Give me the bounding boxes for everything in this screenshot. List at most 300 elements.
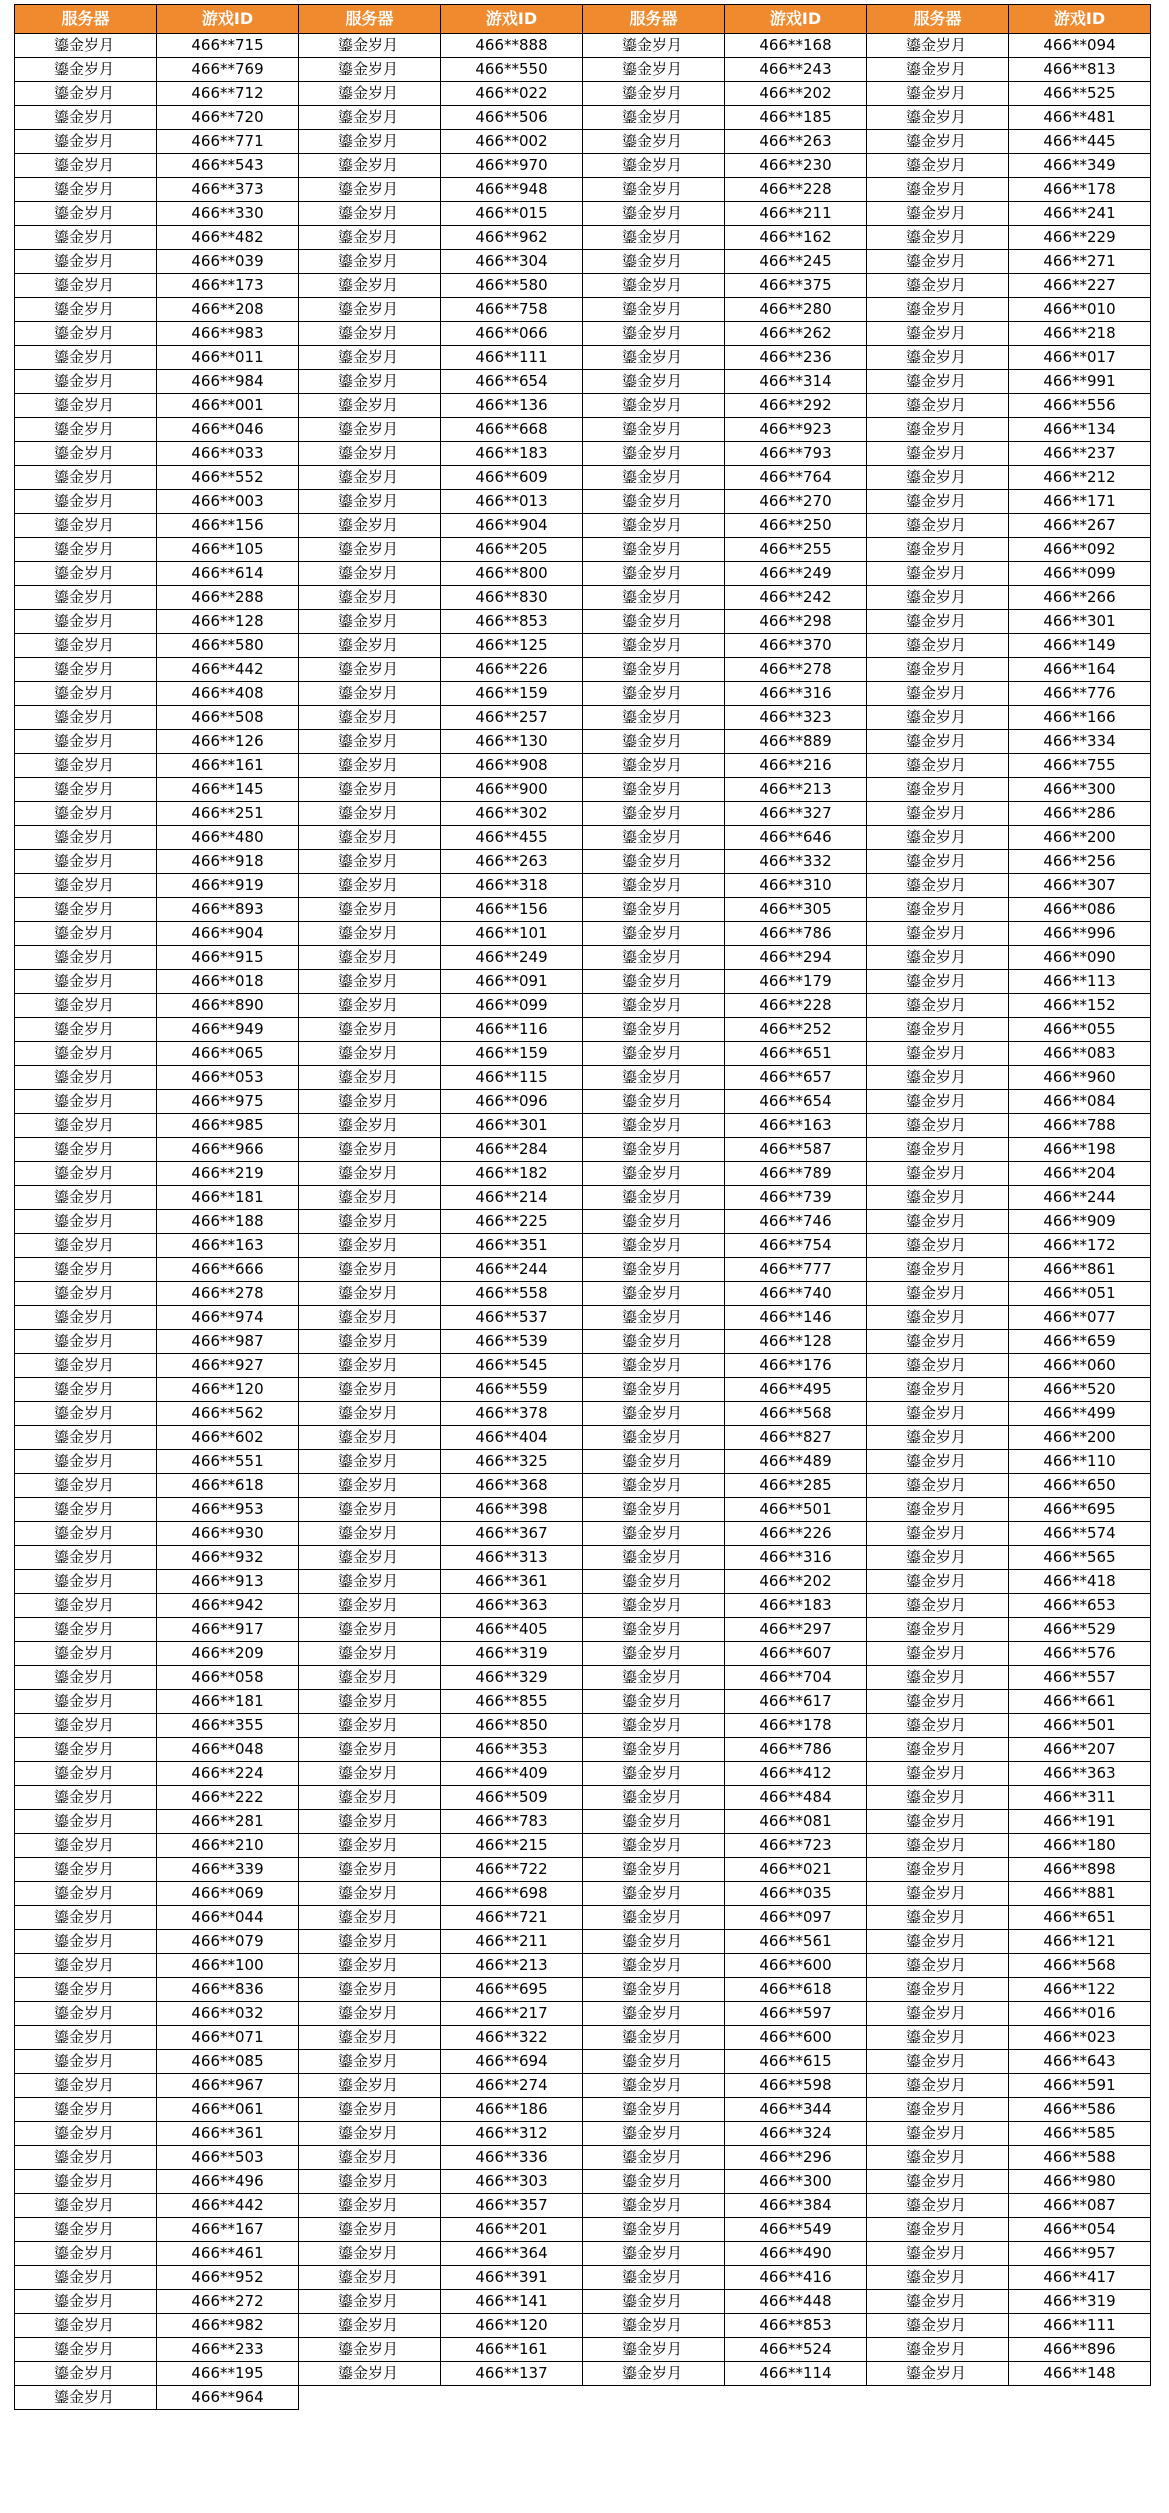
server-cell: 鎏金岁月	[867, 946, 1009, 970]
game-id-cell: 466**211	[725, 202, 867, 226]
server-cell: 鎏金岁月	[299, 922, 441, 946]
server-cell: 鎏金岁月	[583, 1282, 725, 1306]
server-cell: 鎏金岁月	[299, 418, 441, 442]
server-cell: 鎏金岁月	[299, 1258, 441, 1282]
game-id-cell: 466**580	[441, 274, 583, 298]
server-cell: 鎏金岁月	[583, 754, 725, 778]
game-id-cell: 466**159	[441, 1042, 583, 1066]
server-cell: 鎏金岁月	[15, 2218, 157, 2242]
game-id-cell: 466**272	[157, 2290, 299, 2314]
game-id-cell: 466**930	[157, 1522, 299, 1546]
server-cell: 鎏金岁月	[583, 250, 725, 274]
server-cell: 鎏金岁月	[583, 1258, 725, 1282]
game-id-cell: 466**558	[441, 1282, 583, 1306]
game-id-cell: 466**244	[1009, 1186, 1151, 1210]
game-id-cell: 466**091	[441, 970, 583, 994]
server-cell: 鎏金岁月	[583, 826, 725, 850]
server-cell: 鎏金岁月	[15, 1138, 157, 1162]
server-cell: 鎏金岁月	[583, 1666, 725, 1690]
game-id-cell: 466**120	[157, 1378, 299, 1402]
game-id-cell: 466**122	[1009, 1978, 1151, 2002]
server-cell: 鎏金岁月	[15, 634, 157, 658]
game-id-cell: 466**126	[157, 730, 299, 754]
server-cell: 鎏金岁月	[867, 1186, 1009, 1210]
game-id-cell: 466**355	[157, 1714, 299, 1738]
game-id-cell: 466**211	[441, 1930, 583, 1954]
game-id-cell: 466**373	[157, 178, 299, 202]
server-cell: 鎏金岁月	[299, 1186, 441, 1210]
game-id-cell: 466**361	[441, 1570, 583, 1594]
server-cell: 鎏金岁月	[299, 1138, 441, 1162]
game-id-cell: 466**141	[441, 2290, 583, 2314]
table-row	[15, 1042, 1151, 1066]
server-cell: 鎏金岁月	[583, 1906, 725, 1930]
table-row	[15, 1546, 1151, 1570]
server-cell: 鎏金岁月	[299, 106, 441, 130]
game-id-cell: 466**503	[157, 2146, 299, 2170]
game-id-cell: 466**405	[441, 1618, 583, 1642]
table-row	[15, 202, 1151, 226]
game-id-cell: 466**222	[157, 1786, 299, 1810]
game-id-cell: 466**850	[441, 1714, 583, 1738]
game-id-cell: 466**918	[157, 850, 299, 874]
game-id-cell: 466**489	[725, 1450, 867, 1474]
server-cell: 鎏金岁月	[15, 970, 157, 994]
server-cell: 鎏金岁月	[299, 2074, 441, 2098]
server-cell: 鎏金岁月	[583, 1090, 725, 1114]
server-cell: 鎏金岁月	[867, 1330, 1009, 1354]
server-cell: 鎏金岁月	[583, 370, 725, 394]
server-cell: 鎏金岁月	[583, 1642, 725, 1666]
table-row	[15, 1018, 1151, 1042]
game-id-cell: 466**720	[157, 106, 299, 130]
game-id-cell: 466**789	[725, 1162, 867, 1186]
server-cell: 鎏金岁月	[867, 1978, 1009, 2002]
table-row	[15, 130, 1151, 154]
server-cell: 鎏金岁月	[867, 1834, 1009, 1858]
server-cell: 鎏金岁月	[583, 1738, 725, 1762]
game-id-cell: 466**962	[441, 226, 583, 250]
game-id-cell: 466**964	[157, 2386, 299, 2410]
server-cell: 鎏金岁月	[15, 418, 157, 442]
server-cell: 鎏金岁月	[867, 1762, 1009, 1786]
table-row	[15, 826, 1151, 850]
game-id-cell: 466**568	[725, 1402, 867, 1426]
server-cell: 鎏金岁月	[15, 1114, 157, 1138]
table-row	[15, 322, 1151, 346]
server-cell: 鎏金岁月	[299, 2266, 441, 2290]
server-cell: 鎏金岁月	[15, 274, 157, 298]
table-row	[15, 1090, 1151, 1114]
game-id-cell: 466**618	[157, 1474, 299, 1498]
server-cell: 鎏金岁月	[583, 2146, 725, 2170]
server-cell: 鎏金岁月	[867, 82, 1009, 106]
server-cell: 鎏金岁月	[583, 1210, 725, 1234]
server-cell: 鎏金岁月	[583, 658, 725, 682]
game-id-cell: 466**915	[157, 946, 299, 970]
server-cell: 鎏金岁月	[867, 1306, 1009, 1330]
game-id-cell: 466**077	[1009, 1306, 1151, 1330]
game-id-cell: 466**651	[725, 1042, 867, 1066]
server-cell: 鎏金岁月	[583, 970, 725, 994]
table-row	[15, 394, 1151, 418]
table-row	[15, 1666, 1151, 1690]
table-row	[15, 226, 1151, 250]
server-cell: 鎏金岁月	[583, 682, 725, 706]
server-cell: 鎏金岁月	[867, 2314, 1009, 2338]
server-cell: 鎏金岁月	[867, 538, 1009, 562]
server-cell: 鎏金岁月	[15, 898, 157, 922]
game-id-cell: 466**111	[1009, 2314, 1151, 2338]
game-id-cell: 466**698	[441, 1882, 583, 1906]
game-id-cell: 466**942	[157, 1594, 299, 1618]
game-id-cell: 466**391	[441, 2266, 583, 2290]
game-id-cell: 466**370	[725, 634, 867, 658]
table-row	[15, 2074, 1151, 2098]
table-row	[15, 1906, 1151, 1930]
server-cell: 鎏金岁月	[583, 1858, 725, 1882]
table-row	[15, 1474, 1151, 1498]
server-cell: 鎏金岁月	[299, 634, 441, 658]
server-cell: 鎏金岁月	[867, 178, 1009, 202]
server-cell: 鎏金岁月	[15, 1906, 157, 1930]
table-row	[15, 2290, 1151, 2314]
server-cell: 鎏金岁月	[583, 2266, 725, 2290]
server-cell: 鎏金岁月	[299, 658, 441, 682]
table-row	[15, 1378, 1151, 1402]
server-cell: 鎏金岁月	[299, 202, 441, 226]
game-id-cell: 466**777	[725, 1258, 867, 1282]
game-id-cell: 466**061	[157, 2098, 299, 2122]
game-id-cell: 466**351	[441, 1234, 583, 1258]
game-id-cell: 466**325	[441, 1450, 583, 1474]
game-id-cell: 466**130	[441, 730, 583, 754]
server-cell: 鎏金岁月	[15, 2146, 157, 2170]
game-id-cell: 466**482	[157, 226, 299, 250]
server-cell: 鎏金岁月	[15, 106, 157, 130]
game-id-cell: 466**180	[1009, 1834, 1151, 1858]
server-cell: 鎏金岁月	[867, 586, 1009, 610]
server-cell: 鎏金岁月	[15, 922, 157, 946]
game-id-cell: 466**499	[1009, 1402, 1151, 1426]
server-cell: 鎏金岁月	[583, 874, 725, 898]
table-row	[15, 2314, 1151, 2338]
server-cell: 鎏金岁月	[867, 1162, 1009, 1186]
server-cell: 鎏金岁月	[299, 538, 441, 562]
game-id-cell: 466**600	[725, 2026, 867, 2050]
game-id-cell: 466**262	[725, 322, 867, 346]
server-cell: 鎏金岁月	[867, 130, 1009, 154]
server-cell: 鎏金岁月	[583, 1330, 725, 1354]
table-row	[15, 778, 1151, 802]
server-cell: 鎏金岁月	[15, 298, 157, 322]
server-cell: 鎏金岁月	[299, 802, 441, 826]
server-cell: 鎏金岁月	[583, 922, 725, 946]
game-id-cell: 466**097	[725, 1906, 867, 1930]
game-id-cell: 466**079	[157, 1930, 299, 1954]
server-cell: 鎏金岁月	[583, 1954, 725, 1978]
server-cell: 鎏金岁月	[583, 706, 725, 730]
game-id-cell: 466**249	[441, 946, 583, 970]
server-cell: 鎏金岁月	[15, 1834, 157, 1858]
server-cell: 鎏金岁月	[15, 586, 157, 610]
server-cell: 鎏金岁月	[583, 1450, 725, 1474]
server-cell: 鎏金岁月	[583, 226, 725, 250]
table-row	[15, 2386, 1151, 2410]
game-id-cell: 466**904	[157, 922, 299, 946]
server-cell: 鎏金岁月	[15, 946, 157, 970]
server-cell: 鎏金岁月	[583, 1402, 725, 1426]
server-cell: 鎏金岁月	[867, 1378, 1009, 1402]
table-row	[15, 2170, 1151, 2194]
table-row	[15, 2362, 1151, 2386]
server-cell: 鎏金岁月	[299, 946, 441, 970]
table-row	[15, 514, 1151, 538]
table-row	[15, 1810, 1151, 1834]
game-id-cell: 466**058	[157, 1666, 299, 1690]
game-id-cell: 466**666	[157, 1258, 299, 1282]
server-cell: 鎏金岁月	[299, 2050, 441, 2074]
server-cell: 鎏金岁月	[867, 1522, 1009, 1546]
game-id-cell: 466**156	[157, 514, 299, 538]
game-id-cell: 466**183	[725, 1594, 867, 1618]
server-cell: 鎏金岁月	[299, 970, 441, 994]
server-cell: 鎏金岁月	[299, 1114, 441, 1138]
game-id-cell: 466**298	[725, 610, 867, 634]
game-id-cell: 466**015	[441, 202, 583, 226]
game-id-cell: 466**297	[725, 1618, 867, 1642]
table-row	[15, 538, 1151, 562]
server-cell: 鎏金岁月	[867, 1450, 1009, 1474]
table-row	[15, 442, 1151, 466]
server-cell: 鎏金岁月	[867, 754, 1009, 778]
game-id-cell: 466**116	[441, 1018, 583, 1042]
server-cell: 鎏金岁月	[15, 778, 157, 802]
game-id-cell: 466**509	[441, 1786, 583, 1810]
table-row	[15, 2338, 1151, 2362]
server-cell: 鎏金岁月	[583, 106, 725, 130]
server-cell: 鎏金岁月	[299, 1210, 441, 1234]
server-cell: 鎏金岁月	[867, 250, 1009, 274]
game-id-cell: 466**694	[441, 2050, 583, 2074]
game-id-cell: 466**967	[157, 2074, 299, 2098]
server-cell: 鎏金岁月	[299, 130, 441, 154]
game-id-cell: 466**071	[157, 2026, 299, 2050]
game-id-cell: 466**060	[1009, 1354, 1151, 1378]
server-cell: 鎏金岁月	[583, 946, 725, 970]
server-cell: 鎏金岁月	[299, 1162, 441, 1186]
game-id-cell: 466**755	[1009, 754, 1151, 778]
table-row	[15, 250, 1151, 274]
server-cell: 鎏金岁月	[583, 130, 725, 154]
server-cell: 鎏金岁月	[867, 346, 1009, 370]
game-id-cell: 466**336	[441, 2146, 583, 2170]
game-id-cell: 466**159	[441, 682, 583, 706]
server-cell: 鎏金岁月	[583, 154, 725, 178]
server-cell: 鎏金岁月	[583, 298, 725, 322]
game-id-cell: 466**181	[157, 1690, 299, 1714]
table-row	[15, 2098, 1151, 2122]
server-cell: 鎏金岁月	[583, 2074, 725, 2098]
game-id-cell: 466**219	[157, 1162, 299, 1186]
empty-cell	[867, 2386, 1009, 2410]
server-cell: 鎏金岁月	[15, 226, 157, 250]
server-cell: 鎏金岁月	[15, 1354, 157, 1378]
table-row	[15, 1570, 1151, 1594]
server-cell: 鎏金岁月	[867, 1018, 1009, 1042]
game-id-cell: 466**185	[725, 106, 867, 130]
server-cell: 鎏金岁月	[583, 82, 725, 106]
server-cell: 鎏金岁月	[583, 1234, 725, 1258]
server-cell: 鎏金岁月	[15, 1474, 157, 1498]
table-row	[15, 1690, 1151, 1714]
server-cell: 鎏金岁月	[15, 1090, 157, 1114]
game-id-cell: 466**786	[725, 1738, 867, 1762]
server-cell: 鎏金岁月	[867, 394, 1009, 418]
table-row	[15, 634, 1151, 658]
server-cell: 鎏金岁月	[15, 2074, 157, 2098]
server-cell: 鎏金岁月	[583, 586, 725, 610]
game-id-cell: 466**225	[441, 1210, 583, 1234]
server-cell: 鎏金岁月	[583, 2362, 725, 2386]
server-cell: 鎏金岁月	[867, 826, 1009, 850]
server-cell: 鎏金岁月	[299, 2002, 441, 2026]
game-id-cell: 466**087	[1009, 2194, 1151, 2218]
game-id-cell: 466**364	[441, 2242, 583, 2266]
game-id-cell: 466**288	[157, 586, 299, 610]
game-id-cell: 466**044	[157, 1906, 299, 1930]
table-row	[15, 946, 1151, 970]
game-id-cell: 466**316	[725, 1546, 867, 1570]
server-cell: 鎏金岁月	[299, 1714, 441, 1738]
game-id-cell: 466**618	[725, 1978, 867, 2002]
game-id-cell: 466**561	[725, 1930, 867, 1954]
game-id-cell: 466**163	[725, 1114, 867, 1138]
server-cell: 鎏金岁月	[583, 2170, 725, 2194]
game-id-cell: 466**266	[1009, 586, 1151, 610]
server-cell: 鎏金岁月	[299, 730, 441, 754]
game-id-cell: 466**318	[441, 874, 583, 898]
server-cell: 鎏金岁月	[867, 658, 1009, 682]
game-id-cell: 466**217	[441, 2002, 583, 2026]
game-id-cell: 466**549	[725, 2218, 867, 2242]
server-cell: 鎏金岁月	[299, 1786, 441, 1810]
table-row	[15, 754, 1151, 778]
server-cell: 鎏金岁月	[867, 298, 1009, 322]
game-id-cell: 466**263	[441, 850, 583, 874]
server-cell: 鎏金岁月	[583, 1546, 725, 1570]
server-cell: 鎏金岁月	[15, 562, 157, 586]
server-cell: 鎏金岁月	[299, 1834, 441, 1858]
table-row	[15, 178, 1151, 202]
server-cell: 鎏金岁月	[299, 1306, 441, 1330]
game-id-cell: 466**224	[157, 1762, 299, 1786]
game-id-cell: 466**255	[725, 538, 867, 562]
game-id-cell: 466**099	[1009, 562, 1151, 586]
server-cell: 鎏金岁月	[299, 82, 441, 106]
game-id-cell: 466**048	[157, 1738, 299, 1762]
game-id-cell: 466**200	[1009, 1426, 1151, 1450]
game-id-cell: 466**202	[725, 1570, 867, 1594]
server-cell: 鎏金岁月	[867, 442, 1009, 466]
game-id-cell: 466**830	[441, 586, 583, 610]
table-row	[15, 1618, 1151, 1642]
game-id-cell: 466**096	[441, 1090, 583, 1114]
table-row	[15, 1738, 1151, 1762]
server-cell: 鎏金岁月	[867, 1954, 1009, 1978]
game-id-cell: 466**363	[441, 1594, 583, 1618]
server-cell: 鎏金岁月	[15, 1210, 157, 1234]
game-id-cell: 466**643	[1009, 2050, 1151, 2074]
game-id-cell: 466**659	[1009, 1330, 1151, 1354]
server-cell: 鎏金岁月	[583, 58, 725, 82]
server-cell: 鎏金岁月	[299, 1402, 441, 1426]
game-id-cell: 466**416	[725, 2266, 867, 2290]
table-row	[15, 562, 1151, 586]
server-cell: 鎏金岁月	[299, 2290, 441, 2314]
game-id-cell: 466**574	[1009, 1522, 1151, 1546]
game-id-cell: 466**853	[725, 2314, 867, 2338]
server-cell: 鎏金岁月	[583, 274, 725, 298]
server-cell: 鎏金岁月	[583, 442, 725, 466]
server-cell: 鎏金岁月	[867, 514, 1009, 538]
server-cell: 鎏金岁月	[867, 2242, 1009, 2266]
game-id-cell: 466**740	[725, 1282, 867, 1306]
server-cell: 鎏金岁月	[299, 1234, 441, 1258]
game-id-cell: 466**800	[441, 562, 583, 586]
game-id-cell: 466**334	[1009, 730, 1151, 754]
game-id-cell: 466**657	[725, 1066, 867, 1090]
table-row	[15, 418, 1151, 442]
server-cell: 鎏金岁月	[867, 1234, 1009, 1258]
server-cell: 鎏金岁月	[867, 1114, 1009, 1138]
game-id-cell: 466**363	[1009, 1762, 1151, 1786]
server-cell: 鎏金岁月	[15, 1282, 157, 1306]
game-id-cell: 466**214	[441, 1186, 583, 1210]
server-cell: 鎏金岁月	[583, 562, 725, 586]
game-id-cell: 466**695	[1009, 1498, 1151, 1522]
server-cell: 鎏金岁月	[15, 514, 157, 538]
table-row	[15, 898, 1151, 922]
game-id-cell: 466**949	[157, 1018, 299, 1042]
game-id-cell: 466**484	[725, 1786, 867, 1810]
game-id-cell: 466**827	[725, 1426, 867, 1450]
game-id-cell: 466**178	[725, 1714, 867, 1738]
server-cell: 鎏金岁月	[583, 1690, 725, 1714]
server-cell: 鎏金岁月	[583, 2314, 725, 2338]
server-cell: 鎏金岁月	[15, 2266, 157, 2290]
game-id-cell: 466**202	[725, 82, 867, 106]
server-cell: 鎏金岁月	[15, 202, 157, 226]
table-row	[15, 1114, 1151, 1138]
game-id-cell: 466**367	[441, 1522, 583, 1546]
server-cell: 鎏金岁月	[299, 1330, 441, 1354]
server-cell: 鎏金岁月	[299, 586, 441, 610]
server-cell: 鎏金岁月	[867, 1690, 1009, 1714]
game-id-cell: 466**404	[441, 1426, 583, 1450]
server-cell: 鎏金岁月	[583, 994, 725, 1018]
game-id-cell: 466**164	[1009, 658, 1151, 682]
server-cell: 鎏金岁月	[583, 1882, 725, 1906]
server-cell: 鎏金岁月	[867, 970, 1009, 994]
server-cell: 鎏金岁月	[299, 1546, 441, 1570]
server-cell: 鎏金岁月	[299, 1930, 441, 1954]
server-cell: 鎏金岁月	[583, 1714, 725, 1738]
game-id-cell: 466**002	[441, 130, 583, 154]
game-id-cell: 466**861	[1009, 1258, 1151, 1282]
server-cell: 鎏金岁月	[299, 1354, 441, 1378]
game-id-cell: 466**597	[725, 2002, 867, 2026]
